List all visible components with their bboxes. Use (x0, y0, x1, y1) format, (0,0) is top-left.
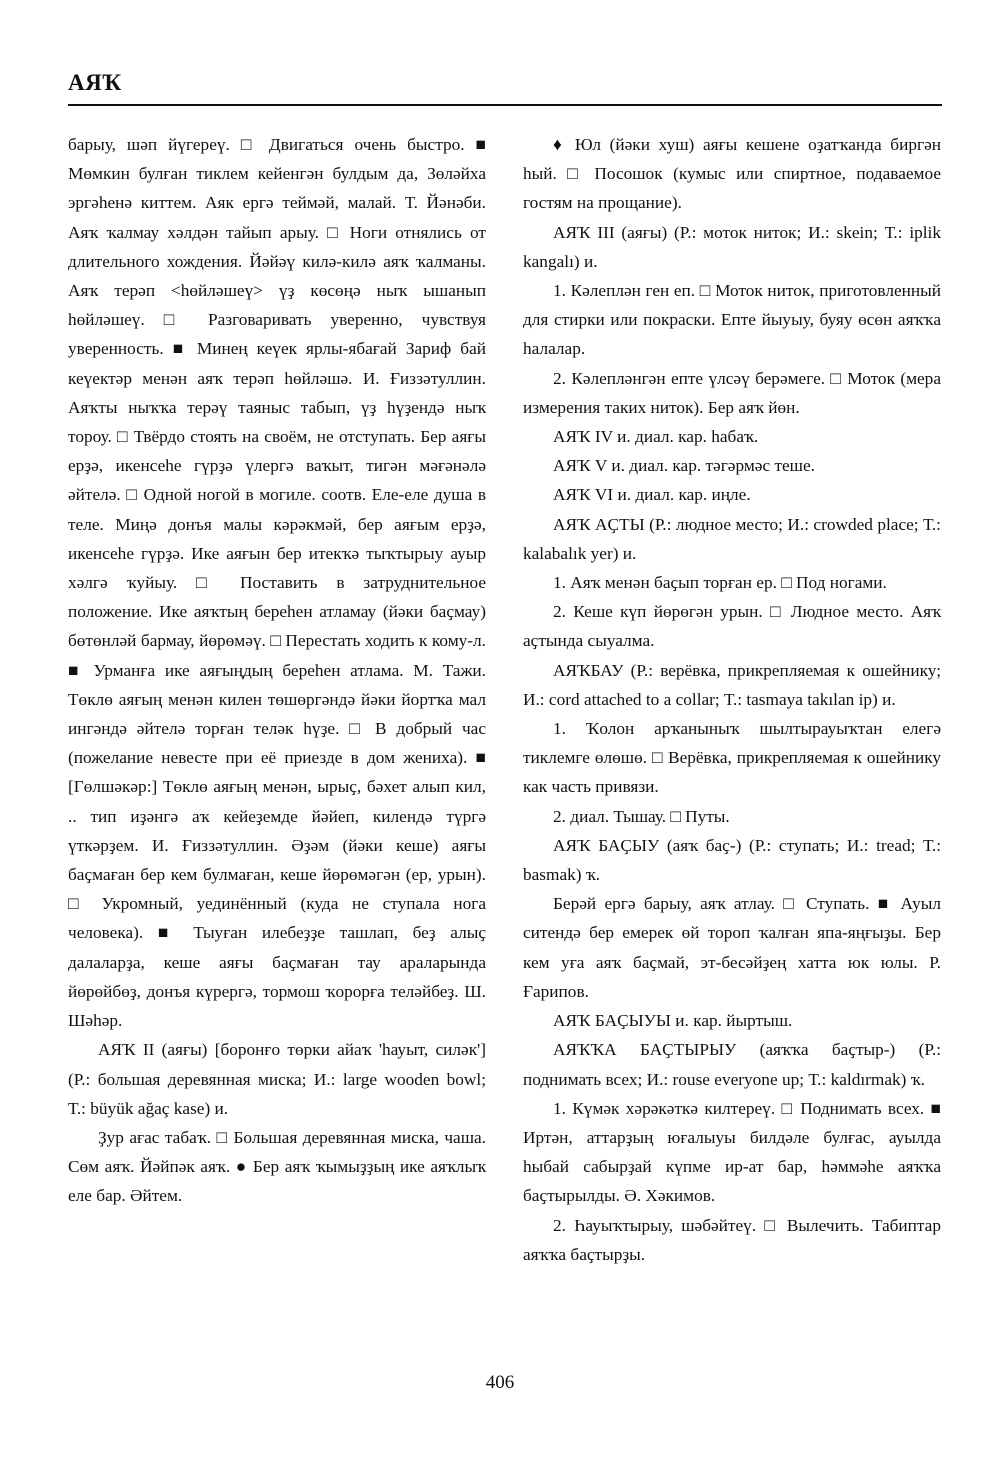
dictionary-paragraph: 2. Кәлепләнгән епте үлсәү берәмеге. □ Моток (мера измерения таких ниток). Бер аяҡ йөн. (523, 368, 941, 417)
dictionary-paragraph: 1. Аяҡ менән баҫып торған ер. □ Под ногами. (553, 573, 887, 593)
dictionary-paragraph: 2. диал. Тышау. □ Путы. (553, 806, 730, 826)
dictionary-paragraph: барыу, шәп йүгереү. □ Двигаться очень быстро. ■ Мөмкин булған тиклем кейенгән булдым да, Зөләйха эргәһенә киттем. Аяк ергә теймәй, малай. Т. Йәнәби. Аяҡ ҡалмау хәлдән тайып арыу. □ Ноги отнялись от длительного хождения. Йәйәү килә-килә аяҡ ҡалманы. Аяҡ терәп <һөйләшеү> үҙ көсөңә ныҡ ышанып һөйләшеү. □ Разговаривать уверенно, чувствуя уверенность. ■ Минең кеүек ярлы-ябағай Зариф бай кеүектәр менән аяҡ терәп һөйләшә. И. Ғиззәтуллин. Аяҡты ныҡҡа терәү таяныс табып, үҙ һүҙендә ныҡ тороу. □ Твёрдо стоять на своём, не отступать. Бер аяғы ерҙә, икенсеһе гүрҙә үлергә ваҡыт, тигән мәғәнәлә әйтелә. □ Одной ногой в могиле. соотв. Еле-еле душа в теле. Миңә донъя малы кәрәкмәй, бер аяғым ерҙә, икенсеһе гүрҙә. Ике аяғын бер итекҡә тыҡтырыу ауыр хәлгә ҡуйыу. □ Поставить в затруднительное положение. Ике аяҡтың береһен атламау (йәки баҫмау) бөтөнләй бармау, йөрөмәү. □ Перестать ходить к кому-л. ■ Урманға ике аяғыңдың береһен атлама. М. Тажи. Төклө аяғың менән килен төшөргәндә йәки йортҡа мал ингәндә әйтелә торған теләк һүҙе. □ В добрый час (пожелание невесте при её приезде в дом жениха). ■ [Гөлшәкәр:] Төклө аяғың менән, ырыҫ, бәхет алып кил, .. тип иҙәнгә аҡ кейеҙемде йәйеп, килендә түргә үткәрҙем. И. Ғиззәтуллин. Әҙәм (йәки кеше) аяғы баҫмаған бер кем булмаған, кеше йөрөмәгән (ер, урын). □ Укромный, уединённый (куда не ступала нога человека). ■ Тыуған илебеҙҙе ташлап, беҙ алыҫ далаларҙа, кеше аяғы баҫмаған тау араларында йөрөйбөҙ, донъя күрергә, тормош ҡорорға теләйбеҙ. Ш. Шәһәр. (68, 135, 486, 1031)
running-head: АЯҠ (68, 70, 122, 95)
dictionary-paragraph: АЯҠ IV и. диал. кар. һабаҡ. (553, 427, 759, 447)
dictionary-paragraph: АЯҠ III (аяғы) (Р.: моток ниток; И.: skein; Т.: iplik kangalı) и. (523, 222, 941, 271)
dictionary-paragraph: ♦ Юл (йәки хуш) аяғы кешене оҙатҡанда биргән һый. □ Посошок (кумыс или спиртное, подаваемое гостям на прощание). (523, 135, 941, 213)
dictionary-paragraph: Ҙур ағас табаҡ. □ Большая деревянная миска, чаша. Сөм аяҡ. Йәйпәк аяҡ. ● Бер аяҡ ҡымыҙҙың ике аяҡлыҡ еле бар. Әйтем. (68, 1127, 486, 1206)
dictionary-paragraph: 1. Ҡолон арҡаныныҡ шылтырауыҡтан елегә тиклемге өлөшө. □ Верёвка, прикрепляемая к ошейнику как часть привязи. (523, 719, 941, 797)
dictionary-paragraph: АЯҠҠА БАҪТЫРЫУ (аяҡҡа баҫтыр-) (Р.: поднимать всех; И.: rouse everyone up; Т.: kaldırmak) ҡ. (523, 1040, 941, 1089)
dictionary-paragraph: 1. Күмәк хәрәкәткә килтереү. □ Поднимать всех. ■ Иртән, аттарҙың юғалыуы билдәле булғас, ауылда һыбай сабырҙай күпме ир-ат бар, һәммәһе аяҡҡа баҫтырылды. Ә. Хәкимов. (523, 1098, 941, 1206)
left-column (68, 130, 486, 1211)
right-column (523, 130, 941, 1269)
dictionary-paragraph: АЯҠ V и. диал. кар. тәгәрмәс теше. (553, 456, 815, 476)
dictionary-paragraph: Берәй ергә барыу, аяҡ атлау. □ Ступать. ■ Ауыл ситендә бер емерек өй тороп ҡалған япа-яңғыҙы. Бер кем уға аяҡ баҫмай, эт-бесәйҙең хатта юк юлы. Р. Ғарипов. (523, 894, 941, 1001)
dictionary-paragraph: АЯҠ БАҪЫУЫ и. кар. йыртыш. (553, 1011, 793, 1031)
dictionary-paragraph: 2. Һауыҡтырыу, шәбәйтеү. □ Вылечить. Табиптар аяҡҡа баҫтырҙы. (523, 1215, 941, 1264)
dictionary-paragraph: АЯҠ II (аяғы) [боронғо төрки айаҡ 'һауыт, силәк'] (Р.: большая деревянная миска; И.: large wooden bowl; Т.: büyük ağaç kase) и. (68, 1040, 486, 1118)
header-rule (68, 104, 942, 106)
page-number: 406 (485, 1372, 515, 1393)
dictionary-paragraph: АЯҠ БАҪЫУ (аяҡ баҫ-) (Р.: ступать; И.: tread; Т.: basmak) ҡ. (523, 835, 941, 885)
dictionary-paragraph: 1. Кәлеплән ген еп. □ Моток ниток, приготовленный для стирки или покраски. Епте йыуыу, буяу өсөн аяҡҡа һалалар. (523, 281, 941, 359)
dictionary-paragraph: 2. Кеше күп йөрөгән урын. □ Людное место. Аяҡ аҫтында сыуалма. (523, 602, 941, 651)
dictionary-paragraph: АЯҠБАУ (Р.: верёвка, прикрепляемая к ошейнику; И.: cord attached to a collar; Т.: tasmaya takılan ip) и. (523, 660, 941, 709)
dictionary-paragraph: АЯҠ АҪТЫ (Р.: людное место; И.: crowded place; Т.: kalabalık yer) и. (523, 514, 941, 563)
dictionary-paragraph: АЯҠ VI и. диал. кар. иңле. (553, 485, 751, 505)
